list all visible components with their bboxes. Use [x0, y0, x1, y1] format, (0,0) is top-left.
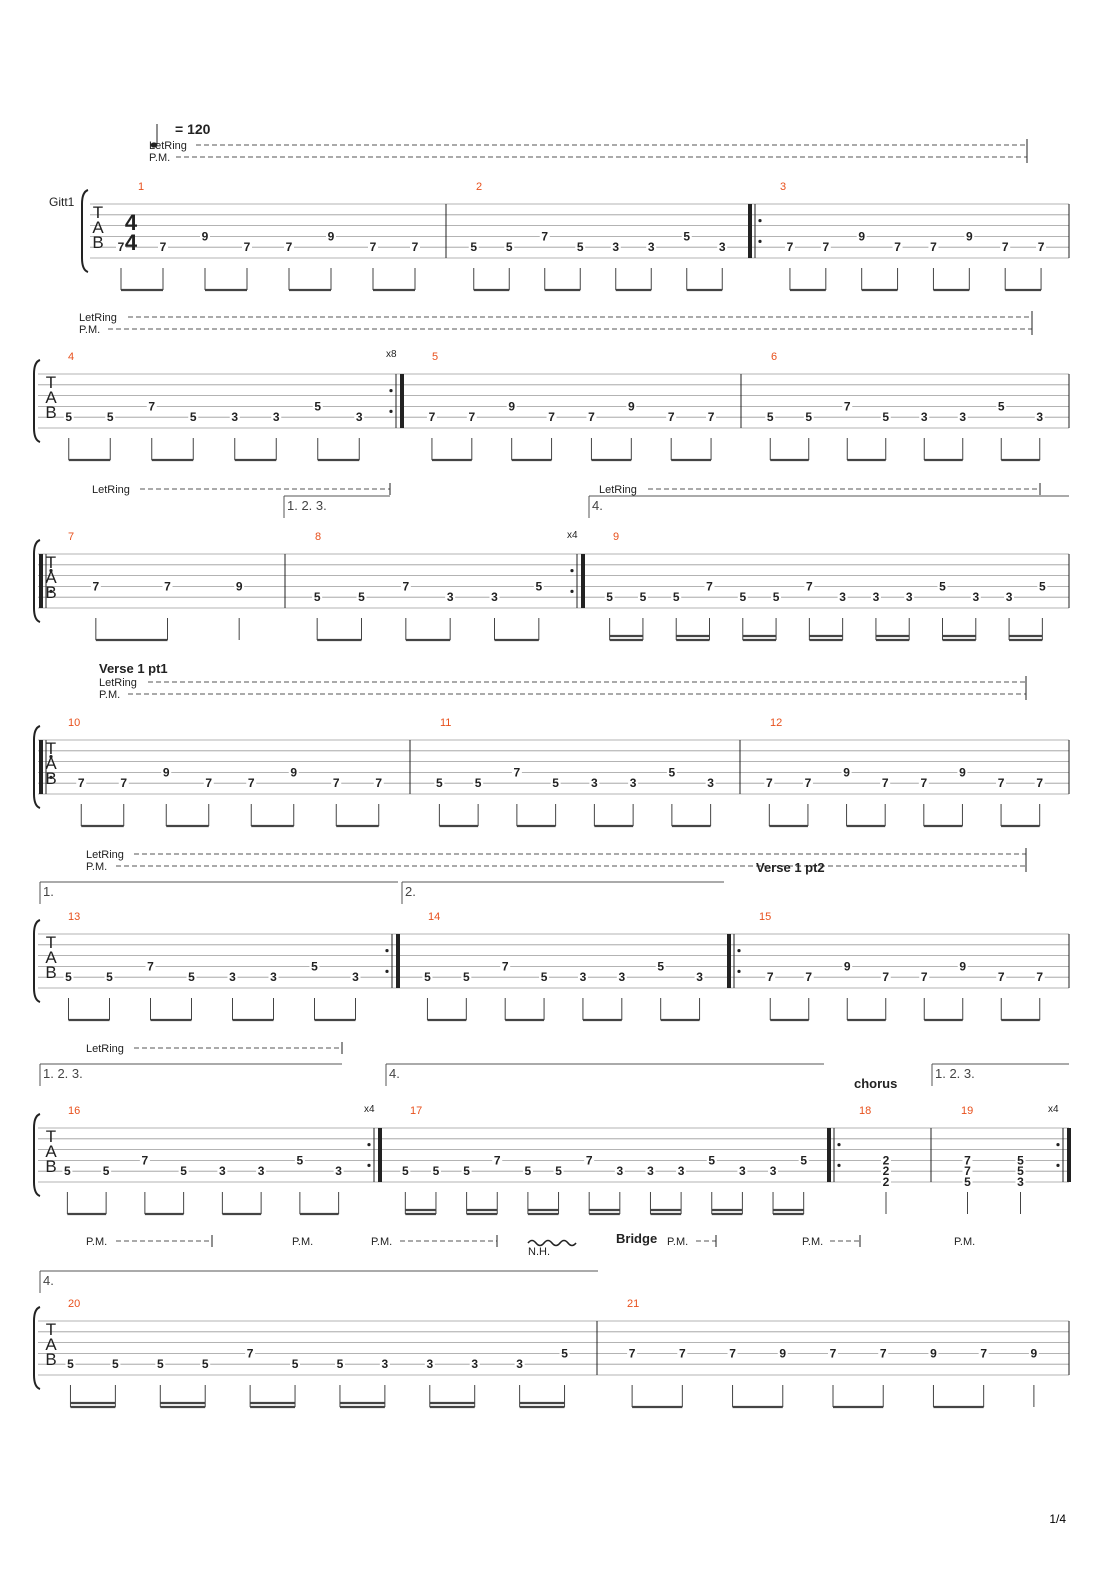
repeat-count: x4	[1048, 1104, 1059, 1115]
fret-number: 3	[718, 240, 726, 255]
repeat-dot	[1056, 1143, 1059, 1146]
volta-label: 1. 2. 3.	[43, 1066, 83, 1081]
fret-number: 5	[561, 1346, 568, 1361]
fret-number: 7	[1036, 970, 1044, 985]
fret-number: 5	[657, 959, 665, 974]
fret-number: 9	[843, 765, 850, 780]
fret-number: 3	[959, 410, 967, 425]
repeat-dot	[758, 240, 761, 243]
fret-number: 7	[1036, 776, 1044, 791]
repeat-count: x8	[386, 349, 397, 360]
tab-clef-letter: B	[45, 769, 57, 788]
section-label: chorus	[854, 1076, 898, 1091]
fret-number: 7	[501, 959, 509, 974]
repeat-dot	[389, 410, 392, 413]
tab-clef-letter: T	[45, 1127, 57, 1146]
fret-number: 7	[765, 776, 773, 791]
measure-number: 4	[68, 351, 75, 363]
measure-number: 14	[428, 911, 441, 923]
measure-number: 13	[68, 911, 81, 923]
fret-number: 5	[540, 970, 548, 985]
fret-number: 9	[858, 229, 866, 244]
measure-number: 20	[68, 1298, 81, 1310]
tab-clef-letter: A	[45, 388, 57, 407]
fret-number: 9	[1030, 1346, 1038, 1361]
fret-number: 5	[106, 970, 113, 985]
fret-number: 5	[106, 410, 114, 425]
tab-system	[34, 360, 1069, 442]
vibrato-icon	[528, 1241, 576, 1246]
measure-number: 19	[961, 1105, 974, 1117]
fret-number: 5	[555, 1164, 562, 1179]
repeat-dot	[570, 590, 573, 593]
fret-number: 7	[980, 1346, 988, 1361]
fret-number: 7	[920, 776, 928, 791]
tab-clef-letter: B	[45, 583, 57, 602]
fret-number: 7	[964, 1164, 971, 1179]
fret-number: 7	[729, 1346, 736, 1361]
tab-clef-letter: A	[45, 1142, 57, 1161]
fret-number: 7	[411, 240, 419, 255]
fret-number: 7	[164, 579, 171, 594]
fret-number: 7	[493, 1153, 501, 1168]
tab-clef-letter: T	[45, 373, 57, 392]
fret-number: 7	[205, 776, 213, 791]
fret-number: 9	[959, 765, 966, 780]
fret-number: 7	[159, 240, 167, 255]
time-signature-top: 4	[124, 210, 138, 235]
measure	[605, 580, 1048, 603]
fret-number: 9	[959, 959, 967, 974]
fret-number: 3	[769, 1164, 777, 1179]
fret-number: 3	[839, 590, 846, 605]
fret-number: 7	[882, 970, 890, 985]
fret-number: 5	[156, 1357, 164, 1372]
fret-number: 3	[677, 1164, 685, 1179]
fret-number: 3	[272, 410, 280, 425]
fret-number: 3	[905, 590, 913, 605]
fret-number: 5	[67, 1357, 74, 1372]
tab-clef-letter: A	[45, 1335, 57, 1354]
fret-number: 9	[235, 579, 243, 594]
effect-label: P.M.	[99, 689, 121, 701]
fret-number: 3	[446, 590, 454, 605]
fret-number: 3	[270, 970, 277, 985]
fret-number: 7	[285, 240, 293, 255]
fret-number: 5	[766, 410, 774, 425]
fret-number: 9	[843, 959, 851, 974]
instrument-label: Gitt1	[49, 195, 75, 209]
fret-number: 5	[524, 1164, 532, 1179]
fret-number: 5	[683, 229, 691, 244]
fret-number: 3	[696, 970, 703, 985]
fret-number: 7	[375, 776, 383, 791]
tab-system	[34, 1307, 1069, 1389]
measure-number: 17	[410, 1105, 423, 1117]
fret-number: 5	[474, 776, 482, 791]
measure-number: 3	[780, 181, 787, 193]
fret-number: 7	[332, 776, 340, 791]
fret-number: 5	[1017, 1153, 1024, 1168]
fret-number: 9	[779, 1346, 787, 1361]
fret-number: 7	[706, 579, 713, 594]
fret-number: 5	[708, 1153, 716, 1168]
fret-number: 5	[668, 765, 676, 780]
repeat-dot	[837, 1164, 840, 1167]
fret-number: 7	[117, 240, 125, 255]
effect-label: P.M.	[86, 1236, 108, 1248]
volta-label: 1.	[43, 884, 54, 899]
fret-number: 7	[766, 970, 774, 985]
repeat-dot	[737, 970, 740, 973]
fret-number: 7	[247, 776, 255, 791]
tab-clef-letter: B	[45, 963, 57, 982]
section-label: Verse 1 pt1	[99, 661, 168, 676]
tab-clef-letter: A	[45, 568, 57, 587]
tab-clef-letter: A	[92, 218, 104, 237]
fret-number: 5	[964, 1175, 971, 1189]
fret-number: 5	[112, 1357, 119, 1372]
fret-number: 7	[246, 1346, 254, 1361]
measure	[39, 554, 244, 608]
fret-number: 7	[997, 776, 1005, 791]
tab-clef-letter: B	[92, 233, 104, 252]
fret-number: 7	[541, 229, 549, 244]
fret-number: 7	[120, 776, 128, 791]
fret-number: 9	[965, 229, 973, 244]
repeat-count: x4	[567, 530, 578, 541]
fret-number: 5	[314, 399, 322, 414]
effect-label: N.H.	[528, 1246, 550, 1258]
fret-number: 3	[516, 1357, 523, 1372]
fret-number: 7	[468, 410, 476, 425]
repeat-dot	[570, 569, 573, 572]
fret-number: 7	[147, 959, 154, 974]
measure-number: 16	[68, 1105, 81, 1117]
fret-number: 5	[336, 1357, 344, 1372]
fret-number: 3	[335, 1164, 342, 1179]
fret-number: 7	[1001, 240, 1009, 255]
fret-number: 3	[616, 1164, 624, 1179]
system-bracket	[34, 360, 40, 442]
fret-number: 7	[829, 1346, 837, 1361]
measure-number: 10	[68, 717, 81, 729]
fret-number: 3	[257, 1164, 265, 1179]
fret-number: 5	[201, 1357, 209, 1372]
fret-number: 7	[879, 1346, 887, 1361]
effect-label: LetRing	[92, 484, 130, 496]
effect-label: P.M.	[86, 861, 108, 873]
fret-number: 2	[882, 1164, 890, 1179]
fret-number: 7	[920, 970, 928, 985]
fret-number: 7	[513, 765, 521, 780]
fret-number: 5	[65, 410, 73, 425]
tab-system	[34, 920, 1069, 1002]
volta-label: 4.	[43, 1273, 54, 1288]
fret-number: 7	[428, 410, 436, 425]
repeat-dot	[737, 949, 740, 952]
measure	[65, 1347, 569, 1370]
fret-number: 7	[805, 970, 813, 985]
fret-number: 3	[219, 1164, 226, 1179]
fret-number: 5	[772, 590, 780, 605]
volta-label: 1. 2. 3.	[935, 1066, 975, 1081]
fret-number: 7	[77, 776, 85, 791]
effect-label: P.M.	[667, 1236, 689, 1248]
fret-number: 5	[672, 590, 680, 605]
measure-number: 8	[315, 531, 322, 543]
fret-number: 3	[355, 410, 363, 425]
fret-number: 9	[201, 229, 209, 244]
fret-number: 7	[548, 410, 555, 425]
fret-number: 5	[189, 410, 197, 425]
effect-label: P.M.	[371, 1236, 393, 1248]
fret-number: 5	[311, 959, 318, 974]
effect-label: P.M.	[954, 1236, 976, 1248]
tab-clef-letter: T	[45, 739, 57, 758]
system-bracket	[34, 1307, 40, 1389]
repeat-start-thick-bar	[39, 554, 43, 608]
fret-number: 5	[296, 1153, 304, 1168]
tab-clef-letter: B	[45, 403, 57, 422]
fret-number: 3	[872, 590, 880, 605]
measure-number: 6	[771, 351, 778, 363]
effect-label: LetRing	[99, 677, 137, 689]
fret-number: 3	[426, 1357, 434, 1372]
repeat-dot	[1056, 1164, 1059, 1167]
fret-number: 5	[358, 590, 365, 605]
fret-number: 3	[612, 240, 620, 255]
fret-number: 7	[141, 1153, 149, 1168]
fret-number: 2	[882, 1153, 890, 1168]
fret-number: 7	[588, 410, 595, 425]
measure	[827, 1128, 891, 1188]
fret-number: 5	[552, 776, 559, 791]
fret-number: 3	[647, 1164, 654, 1179]
repeat-count: x4	[364, 1104, 375, 1115]
tab-clef-letter: T	[45, 1320, 57, 1339]
effect-label: LetRing	[599, 484, 637, 496]
fret-number: 5	[463, 1164, 470, 1179]
measure-number: 9	[613, 531, 620, 543]
fret-number: 5	[505, 240, 513, 255]
fret-number: 9	[162, 765, 170, 780]
fret-number: 7	[585, 1153, 593, 1168]
section-label: Verse 1 pt2	[756, 860, 825, 875]
repeat-dot	[385, 949, 388, 952]
fret-number: 7	[628, 1346, 636, 1361]
tab-clef-letter: B	[45, 1350, 57, 1369]
fret-number: 5	[436, 776, 443, 791]
fret-number: 5	[639, 590, 647, 605]
fret-number: 5	[997, 399, 1005, 414]
fret-number: 3	[647, 240, 655, 255]
fret-number: 5	[939, 579, 946, 594]
fret-number: 7	[148, 399, 156, 414]
measure-number: 18	[859, 1105, 872, 1117]
fret-number: 5	[739, 590, 747, 605]
tempo-marking: = 120	[175, 121, 211, 137]
volta-label: 4.	[592, 498, 603, 513]
repeat-dot	[837, 1143, 840, 1146]
fret-number: 9	[627, 399, 635, 414]
fret-number: 5	[470, 240, 478, 255]
fret-number: 3	[629, 776, 637, 791]
tab-clef-letter: T	[45, 933, 57, 952]
repeat-dot	[758, 219, 761, 222]
tab-system	[82, 190, 1069, 272]
fret-number: 5	[535, 579, 543, 594]
fret-number: 7	[881, 776, 889, 791]
fret-number: 9	[930, 1346, 937, 1361]
fret-number: 7	[369, 240, 377, 255]
fret-number: 2	[882, 1175, 890, 1189]
fret-number: 7	[243, 240, 251, 255]
tab-system	[34, 1114, 1071, 1196]
fret-number: 7	[894, 240, 901, 255]
tab-clef-letter: T	[45, 553, 57, 572]
fret-number: 7	[822, 240, 830, 255]
system-bracket	[34, 1114, 40, 1196]
effect-label: LetRing	[86, 849, 124, 861]
fret-number: 7	[1037, 240, 1045, 255]
fret-number: 7	[678, 1346, 686, 1361]
fret-number: 5	[462, 970, 470, 985]
fret-number: 7	[92, 579, 100, 594]
fret-number: 5	[805, 410, 813, 425]
fret-number: 7	[930, 240, 937, 255]
effect-label: P.M.	[149, 152, 171, 164]
fret-number: 3	[1005, 590, 1013, 605]
fret-number: 5	[102, 1164, 110, 1179]
fret-number: 3	[618, 970, 626, 985]
effect-label: P.M.	[292, 1236, 314, 1248]
measure-number: 7	[68, 531, 75, 543]
fret-number: 3	[352, 970, 359, 985]
fret-number: 5	[800, 1153, 808, 1168]
fret-number: 3	[591, 776, 598, 791]
page-number: 1/4	[1049, 1512, 1066, 1526]
repeat-dot	[367, 1164, 370, 1167]
time-signature-bottom: 4	[124, 230, 138, 255]
volta-label: 4.	[389, 1066, 400, 1081]
effect-label: LetRing	[149, 140, 187, 152]
fret-number: 5	[424, 970, 431, 985]
tab-system	[34, 540, 1069, 622]
measure-number: 11	[440, 717, 452, 729]
fret-number: 7	[804, 776, 812, 791]
fret-number: 5	[291, 1357, 299, 1372]
system-bracket	[34, 920, 40, 1002]
effect-label: P.M.	[79, 324, 101, 336]
fret-number: 7	[786, 240, 794, 255]
repeat-dot	[385, 970, 388, 973]
section-label: Bridge	[616, 1231, 658, 1246]
fret-number: 5	[432, 1164, 440, 1179]
fret-number: 3	[739, 1164, 746, 1179]
fret-number: 9	[508, 399, 516, 414]
measure-number: 2	[476, 181, 483, 193]
tab-system	[34, 726, 1069, 808]
effect-label: P.M.	[802, 1236, 824, 1248]
fret-number: 3	[471, 1357, 479, 1372]
tab-clef-letter: T	[92, 203, 104, 222]
measure-number: 1	[138, 181, 145, 193]
fret-number: 3	[579, 970, 587, 985]
fret-number: 9	[327, 229, 335, 244]
tab-clef-letter: A	[45, 948, 57, 967]
fret-number: 5	[606, 590, 613, 605]
tab-clef-letter: B	[45, 1157, 57, 1176]
effect-label: LetRing	[86, 1043, 124, 1055]
volta-label: 1. 2. 3.	[287, 498, 327, 513]
fret-number: 3	[1036, 410, 1044, 425]
effect-label: LetRing	[79, 312, 117, 324]
fret-number: 3	[920, 410, 928, 425]
measure-number: 5	[432, 351, 439, 363]
fret-number: 7	[843, 399, 851, 414]
measure-number: 21	[627, 1298, 640, 1310]
fret-number: 7	[402, 579, 410, 594]
fret-number: 7	[667, 410, 675, 425]
fret-number: 3	[381, 1357, 389, 1372]
system-bracket	[82, 190, 88, 272]
fret-number: 5	[1039, 579, 1046, 594]
measure	[400, 1154, 808, 1177]
fret-number: 5	[64, 1164, 71, 1179]
fret-number: 7	[806, 579, 813, 594]
volta-label: 2.	[405, 884, 416, 899]
repeat-dot	[389, 389, 392, 392]
repeat-dot	[367, 1143, 370, 1146]
fret-number: 3	[491, 590, 498, 605]
fret-number: 7	[707, 410, 715, 425]
fret-number: 5	[401, 1164, 409, 1179]
fret-number: 9	[290, 765, 298, 780]
fret-number: 5	[313, 590, 321, 605]
fret-number: 5	[65, 970, 72, 985]
repeat-start-thick-bar	[39, 740, 43, 794]
fret-number: 5	[180, 1164, 187, 1179]
fret-number: 5	[188, 970, 195, 985]
fret-number: 3	[231, 410, 239, 425]
fret-number: 5	[882, 410, 890, 425]
fret-number: 7	[964, 1153, 971, 1168]
fret-number: 3	[229, 970, 236, 985]
fret-number: 5	[1017, 1164, 1024, 1179]
fret-number: 7	[997, 970, 1005, 985]
fret-number: 5	[576, 240, 584, 255]
fret-number: 3	[972, 590, 980, 605]
measure-number: 15	[759, 911, 772, 923]
tab-clef-letter: A	[45, 754, 57, 773]
measure-number: 12	[770, 717, 783, 729]
fret-number: 3	[1017, 1175, 1024, 1189]
fret-number: 3	[707, 776, 714, 791]
